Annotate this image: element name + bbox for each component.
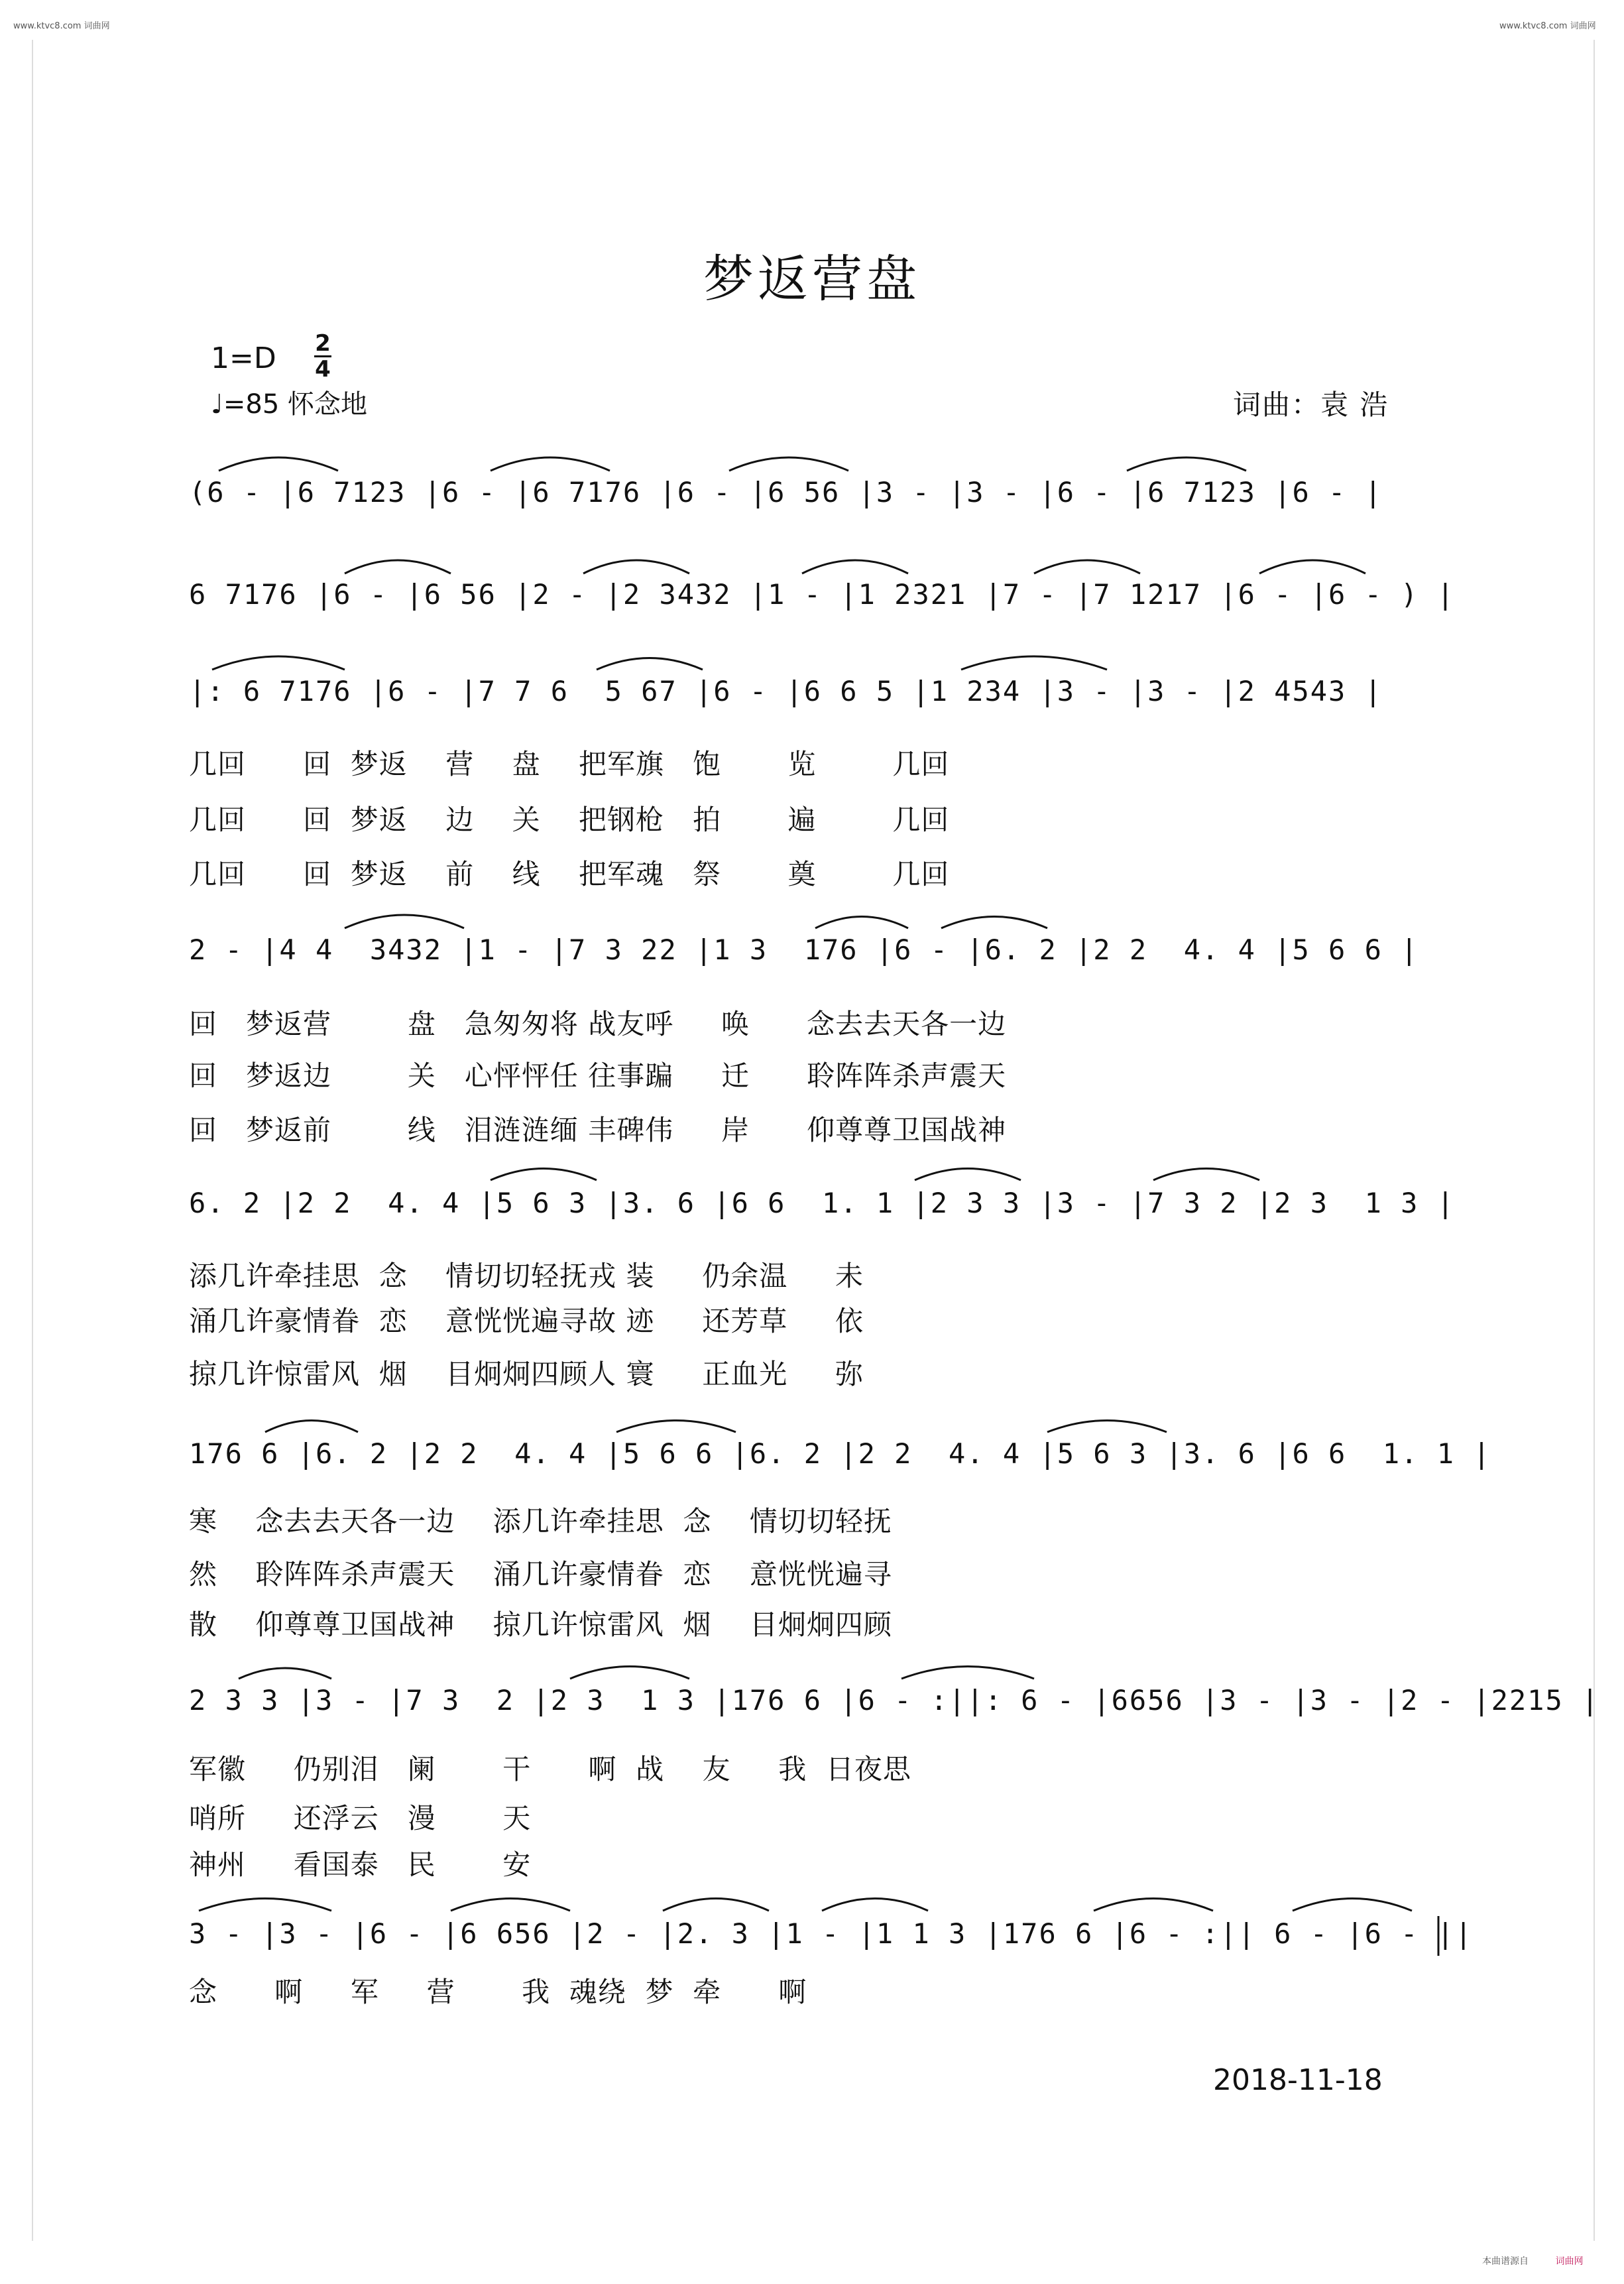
notation-row-7: 2 3 3 |3 - |7 3 2 |2 3 1 3 |176 6 |6 - :||: 6 - |6656 |3 - |3 - |2 - |2215 |: [189, 1684, 1600, 1716]
notation-row-2: 6 7176 |6 - |6 56 |2 - |2 3432 |1 - |1 2321 |7 - |7 1217 |6 - |6 - ) |: [189, 578, 1456, 611]
lyric-row-3-verse-3: 几回 回 梦返 前 线 把军魂 祭 奠 几回: [189, 858, 950, 890]
slur: [219, 457, 338, 471]
slur: [1293, 1899, 1412, 1911]
tempo-marking: ♩=85 怀念地: [211, 389, 367, 420]
lyric-row-4-verse-2: 回 梦返边 关 心怦怦任 往事蹁 迁 聆阵阵杀声震天: [189, 1059, 1007, 1092]
slur: [729, 457, 848, 471]
slur: [1094, 1899, 1213, 1911]
slur: [961, 656, 1107, 670]
lyric-row-6-verse-3: 散 仰尊尊卫国战神 掠几许惊雷风 烟 目炯炯四顾: [189, 1608, 892, 1641]
slur: [1259, 560, 1365, 573]
slur: [915, 1169, 1021, 1181]
slur: [239, 1668, 331, 1679]
notation-row-6: 176 6 |6. 2 |2 2 4. 4 |5 6 6 |6. 2 |2 2 4. 4 |5 6 3 |3. 6 |6 6 1. 1 |: [189, 1437, 1491, 1470]
slur: [570, 1667, 689, 1679]
slur: [345, 560, 451, 573]
footer-text: 本曲谱源自: [1482, 2256, 1529, 2267]
slur: [583, 560, 689, 573]
credit-line: 词曲：袁 浩: [1233, 389, 1389, 421]
slur: [815, 917, 908, 929]
slur: [265, 1421, 358, 1433]
footer-site-link[interactable]: 词曲网: [1555, 2256, 1584, 2267]
lyric-row-7-verse-1: 军徽 仍别泪 阑 干 啊 战 友 我 日夜思: [189, 1753, 911, 1785]
lyric-row-4-verse-1: 回 梦返营 盘 急匆匆将 战友呼 唤 念去去天各一边: [189, 1008, 1007, 1040]
slur: [1034, 560, 1140, 573]
slur: [663, 1899, 769, 1911]
notation-row-3: |: 6 7176 |6 - |7 7 6 5 67 |6 - |6 6 5 |1 234 |3 - |3 - |2 4543 |: [189, 675, 1383, 707]
slur: [616, 1421, 736, 1433]
header-right-site[interactable]: 词曲网: [1570, 21, 1596, 31]
slur: [1153, 1169, 1259, 1181]
slur: [491, 1169, 597, 1181]
song-title: 梦返营盘: [703, 249, 921, 308]
lyric-row-3-verse-2: 几回 回 梦返 边 关 把钢枪 拍 遍 几回: [189, 804, 950, 836]
time-sig-top: 2: [315, 330, 331, 357]
time-sig-bottom: 4: [315, 356, 331, 383]
slur: [597, 658, 703, 670]
slur: [1127, 457, 1246, 471]
lyric-row-8-verse-1: 念 啊 军 营 我 魂绕 梦 牵 啊: [189, 1976, 807, 2008]
notation-row-1: (6 - |6 7123 |6 - |6 7176 |6 - |6 56 |3 - |3 - |6 - |6 7123 |6 - |: [189, 476, 1383, 509]
lyric-row-3-verse-1: 几回 回 梦返 营 盘 把军旗 饱 览 几回: [189, 748, 950, 780]
date-stamp: 2018-11-18: [1213, 2063, 1383, 2097]
notation-row-8: 3 - |3 - |6 - |6 656 |2 - |2. 3 |1 - |1 1 3 |176 6 |6 - :|| 6 - |6 - ||: [189, 1917, 1474, 1950]
slur: [822, 1899, 928, 1911]
slur: [199, 1899, 331, 1911]
slur: [451, 1899, 570, 1911]
slur: [802, 560, 908, 573]
slur: [941, 917, 1047, 929]
slur: [345, 915, 464, 928]
header-left-site[interactable]: 词曲网: [84, 21, 110, 31]
slur: [1047, 1421, 1167, 1433]
header-left-url[interactable]: www.ktvc8.com: [13, 21, 82, 31]
lyric-row-6-verse-1: 寒 念去去天各一边 添几许牵挂思 念 情切切轻抚: [189, 1505, 892, 1537]
slur: [212, 656, 345, 670]
footer-source: [1482, 2254, 1583, 2267]
lyric-row-5-verse-1: 添几许牵挂思 念 情切切轻抚戎 装 仍余温 未: [189, 1260, 864, 1292]
lyric-row-7-verse-3: 神州 看国泰 民 安: [189, 1848, 532, 1881]
slur: [901, 1667, 1034, 1679]
lyric-row-5-verse-2: 涌几许豪情眷 恋 意恍恍遍寻故 迹 还芳草 依: [189, 1305, 864, 1337]
lyric-row-5-verse-3: 掠几许惊雷风 烟 目炯炯四顾人 寰 正血光 弥: [189, 1358, 864, 1390]
key-signature: 1=D: [211, 341, 276, 375]
notation-row-4: 2 - |4 4 3432 |1 - |7 3 22 |1 3 176 |6 - |6. 2 |2 2 4. 4 |5 6 6 |: [189, 933, 1419, 966]
lyric-row-7-verse-2: 哨所 还浮云 漫 天: [189, 1802, 532, 1834]
lyric-row-4-verse-3: 回 梦返前 线 泪涟涟缅 丰碑伟 岸 仰尊尊卫国战神: [189, 1114, 1007, 1146]
notation-row-5: 6. 2 |2 2 4. 4 |5 6 3 |3. 6 |6 6 1. 1 |2 3 3 |3 - |7 3 2 |2 3 1 3 |: [189, 1187, 1456, 1219]
header-right-url[interactable]: www.ktvc8.com: [1499, 21, 1568, 31]
slur: [491, 457, 610, 471]
lyric-row-6-verse-2: 然 聆阵阵杀声震天 涌几许豪情眷 恋 意恍恍遍寻: [189, 1558, 892, 1591]
